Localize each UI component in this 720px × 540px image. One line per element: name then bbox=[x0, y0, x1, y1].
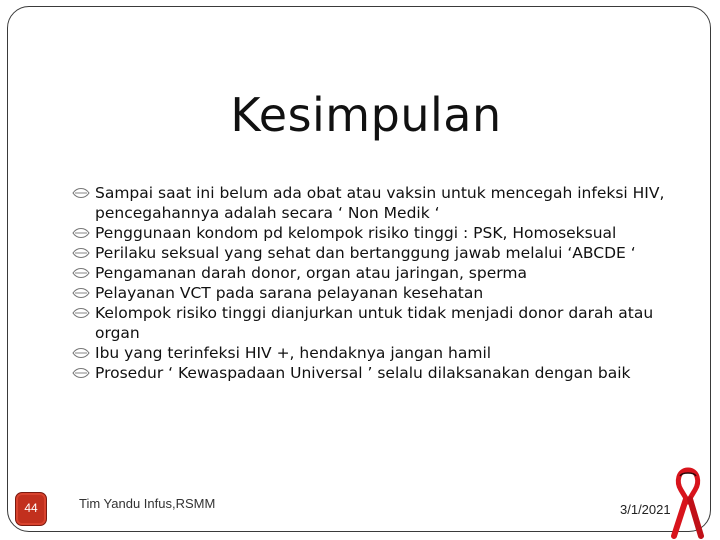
footer-date: 3/1/2021 bbox=[620, 502, 671, 517]
slide-title: Kesimpulan bbox=[230, 88, 502, 142]
leaf-bullet-icon bbox=[72, 346, 90, 360]
bullet-text: Sampai saat ini belum ada obat atau vaksin untuk mencegah infeksi HIV, pencegahannya adalah secara ‘ Non Medik ‘ bbox=[95, 184, 665, 222]
bullet-item bbox=[70, 343, 670, 363]
bullet-item bbox=[70, 303, 670, 343]
leaf-bullet-icon bbox=[72, 306, 90, 320]
bullet-list bbox=[70, 183, 670, 383]
bullet-item bbox=[70, 283, 670, 303]
bullet-item bbox=[70, 243, 670, 263]
bullet-text: Kelompok risiko tinggi dianjurkan untuk tidak menjadi donor darah atau organ bbox=[95, 304, 654, 342]
bullet-item bbox=[70, 363, 670, 383]
red-ribbon-icon bbox=[668, 466, 708, 540]
leaf-bullet-icon bbox=[72, 366, 90, 380]
leaf-bullet-icon bbox=[72, 186, 90, 200]
bullet-text: Ibu yang terinfeksi HIV +, hendaknya jangan hamil bbox=[95, 344, 492, 362]
bullet-text: Prosedur ‘ Kewaspadaan Universal ’ selalu dilaksanakan dengan baik bbox=[95, 364, 631, 382]
bullet-item bbox=[70, 183, 670, 223]
leaf-bullet-icon bbox=[72, 266, 90, 280]
bullet-item bbox=[70, 263, 670, 283]
bullet-text: Pengamanan darah donor, organ atau jaringan, sperma bbox=[95, 264, 527, 282]
leaf-bullet-icon bbox=[72, 286, 90, 300]
bullet-text: Perilaku seksual yang sehat dan bertanggung jawab melalui ‘ABCDE ‘ bbox=[95, 244, 636, 262]
bullet-text: Pelayanan VCT pada sarana pelayanan kesehatan bbox=[95, 284, 484, 302]
slide-number: 44 bbox=[24, 501, 38, 515]
leaf-bullet-icon bbox=[72, 226, 90, 240]
bullet-item bbox=[70, 223, 670, 243]
bullet-text: Penggunaan kondom pd kelompok risiko tinggi : PSK, Homoseksual bbox=[95, 224, 617, 242]
footer-text: Tim Yandu Infus,RSMM bbox=[79, 496, 216, 511]
slide-number-badge bbox=[15, 492, 47, 526]
leaf-bullet-icon bbox=[72, 246, 90, 260]
